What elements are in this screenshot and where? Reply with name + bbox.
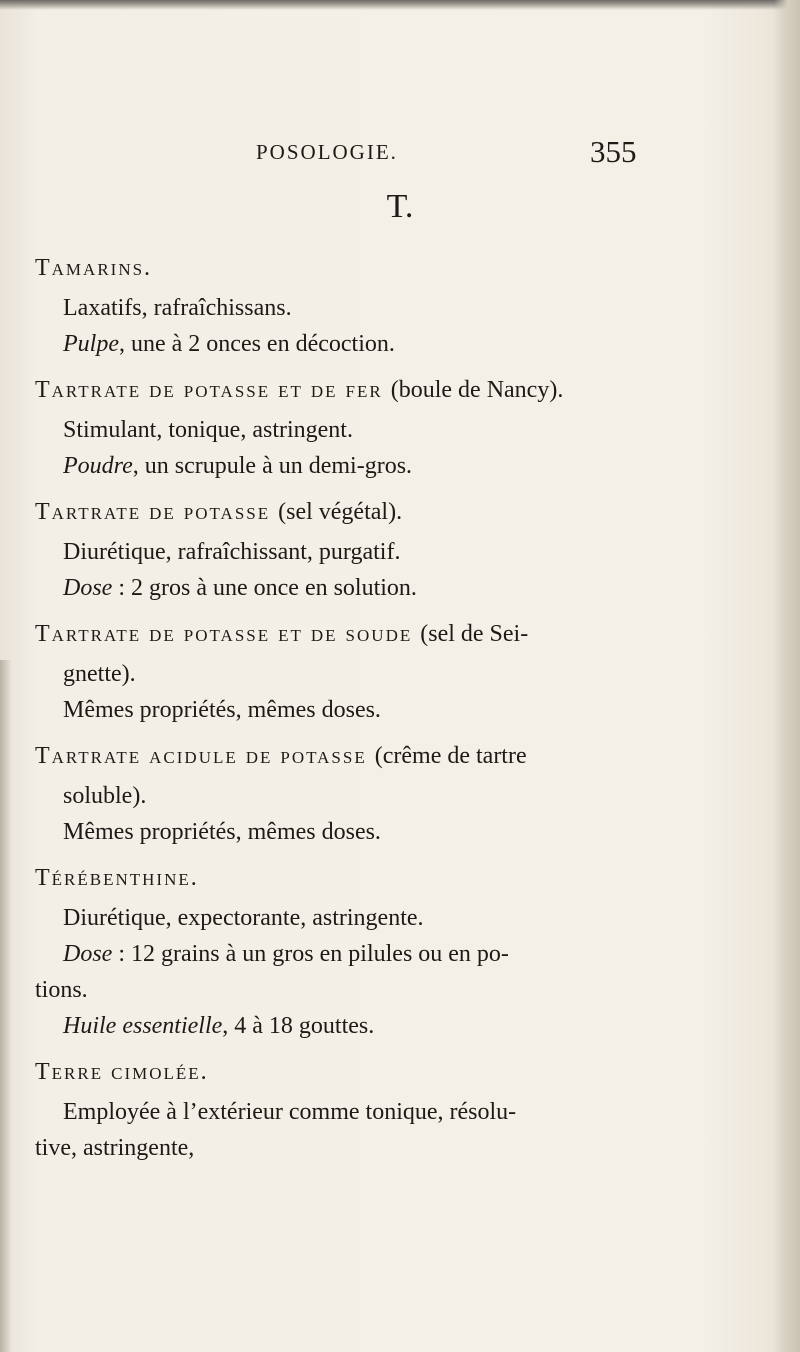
entry-line: Mêmes propriétés, mêmes doses. xyxy=(63,819,381,845)
page-left-edge xyxy=(0,660,12,1352)
entries-list xyxy=(35,240,775,1166)
entry-tamarins xyxy=(35,246,775,362)
running-title: POSOLOGIE. xyxy=(256,140,398,164)
entry-dose xyxy=(35,448,775,484)
entry-line: Employée à l’extérieur comme tonique, résolu- xyxy=(63,1099,517,1125)
entry-heading: Tamarins. xyxy=(35,255,153,281)
entry-heading: Tartrate acidule de potasse (crême de tartre xyxy=(35,743,527,769)
entry-tartrate-acidule xyxy=(35,734,775,850)
entry-dose-2 xyxy=(35,1008,775,1044)
entry-line: Diurétique, rafraîchissant, purgatif. xyxy=(63,539,401,565)
entry-heading: Térébenthine. xyxy=(35,865,199,891)
entry-dose-cont: tions. xyxy=(35,977,88,1003)
dose-label: Dose xyxy=(63,575,113,601)
dose-text: : 12 grains à un gros en pilules ou en po- xyxy=(112,941,509,967)
entry-heading: Terre cimolée. xyxy=(35,1059,209,1085)
dose-text: : 2 gros à une once en solution. xyxy=(112,575,417,601)
entry-line-cont: tive, astringente, xyxy=(35,1135,195,1161)
entry-dose xyxy=(35,936,775,972)
page-header xyxy=(0,136,800,176)
entry-heading-cont: soluble). xyxy=(63,783,147,809)
entry-line: Diurétique, expectorante, astringente. xyxy=(63,905,424,931)
dose-text: , 4 à 18 gouttes. xyxy=(222,1013,375,1039)
entry-tartrate-potasse-fer xyxy=(35,368,775,484)
entry-heading: Tartrate de potasse (sel végétal). xyxy=(35,499,403,525)
entry-terre-cimolee xyxy=(35,1050,775,1166)
entry-line: Stimulant, tonique, astringent. xyxy=(63,417,353,443)
entry-heading: Tartrate de potasse et de soude (sel de Sei- xyxy=(35,621,529,647)
dose-label: Huile essentielle xyxy=(63,1013,223,1039)
entry-dose xyxy=(35,570,775,606)
entry-dose xyxy=(35,326,775,362)
dose-label: Pulpe xyxy=(63,331,119,357)
entry-tartrate-potasse-soude xyxy=(35,612,775,728)
page-number: 355 xyxy=(590,134,637,169)
dose-label: Dose xyxy=(63,941,113,967)
entry-tartrate-potasse xyxy=(35,490,775,606)
entry-line: Mêmes propriétés, mêmes doses. xyxy=(63,697,381,723)
entry-heading-cont: gnette). xyxy=(63,661,136,687)
dose-text: , une à 2 onces en décoction. xyxy=(118,331,395,357)
dose-label: Poudre xyxy=(63,453,133,479)
dose-text: , un scrupule à un demi-gros. xyxy=(132,453,413,479)
entry-line: Laxatifs, rafraîchissans. xyxy=(63,295,292,321)
entry-terebenthine xyxy=(35,856,775,1044)
section-letter: T. xyxy=(386,188,414,225)
page-top-edge xyxy=(0,0,800,10)
entry-heading: Tartrate de potasse et de fer (boule de Nancy). xyxy=(35,377,564,403)
